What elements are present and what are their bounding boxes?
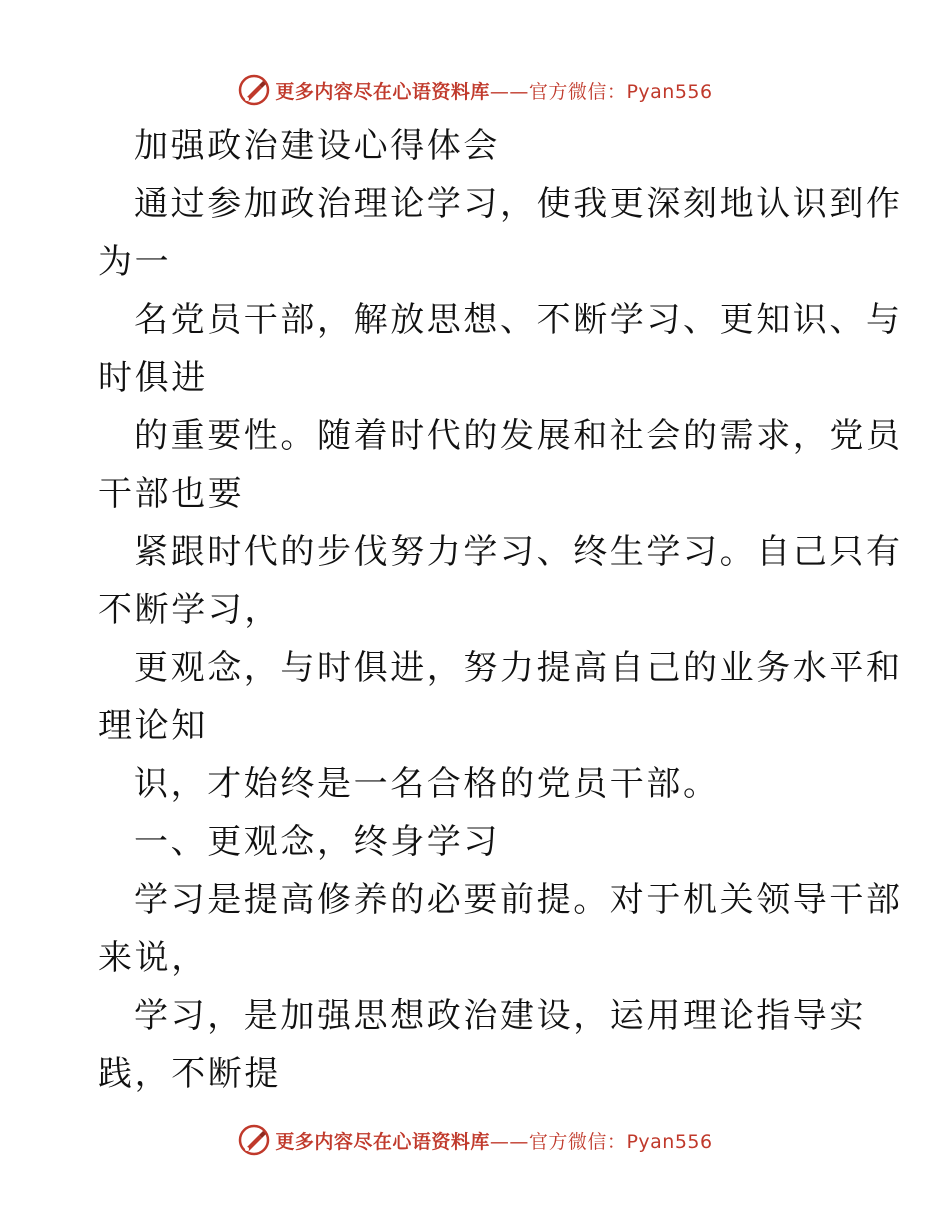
paragraph-line: 为一	[98, 242, 172, 282]
footer-site-name: 更多内容尽在心语资料库	[275, 1130, 490, 1153]
paragraph-line: 的重要性。随着时代的发展和社会的需求，党员	[134, 416, 903, 456]
paragraph-line: 干部也要	[98, 474, 245, 514]
paragraph-line: 识，才始终是一名合格的党员干部。	[134, 764, 720, 804]
footer-banner	[0, 1120, 950, 1160]
paragraph-line: 时俱进	[98, 358, 208, 398]
paragraph-line: 来说，	[98, 938, 208, 978]
paragraph-line: 学习，是加强思想政治建设，运用理论指导实	[134, 996, 866, 1036]
paragraph-line: 学习是提高修养的必要前提。对于机关领导干部	[134, 880, 903, 920]
header-wechat-label: 官方微信：	[528, 80, 627, 103]
footer-banner-text	[275, 1127, 712, 1154]
paragraph-line: 紧跟时代的步伐努力学习、终生学习。自己只有	[134, 532, 903, 572]
footer-wechat-id: Pyan556	[626, 1130, 713, 1153]
paragraph-line: 理论知	[98, 706, 208, 746]
paragraph-line: 践，不断提	[98, 1054, 281, 1094]
paragraph-line: 通过参加政治理论学习，使我更深刻地认识到作	[134, 184, 903, 224]
paragraph-line: 更观念，与时俱进，努力提高自己的业务水平和	[134, 648, 903, 688]
header-dash: ——	[489, 80, 529, 103]
header-banner-text	[275, 77, 712, 104]
pen-logo-icon	[237, 1123, 271, 1157]
footer-dash: ——	[489, 1130, 529, 1153]
footer-wechat-label: 官方微信：	[528, 1130, 627, 1153]
header-banner	[0, 70, 950, 110]
paragraph-line: 不断学习，	[98, 590, 281, 630]
paragraph-line: 名党员干部，解放思想、不断学习、更知识、与	[134, 300, 903, 340]
section-heading: 一、更观念，终身学习	[134, 822, 500, 862]
document-title: 加强政治建设心得体会	[134, 126, 500, 166]
header-site-name: 更多内容尽在心语资料库	[275, 80, 490, 103]
header-wechat-id: Pyan556	[626, 80, 713, 103]
pen-logo-icon	[237, 73, 271, 107]
